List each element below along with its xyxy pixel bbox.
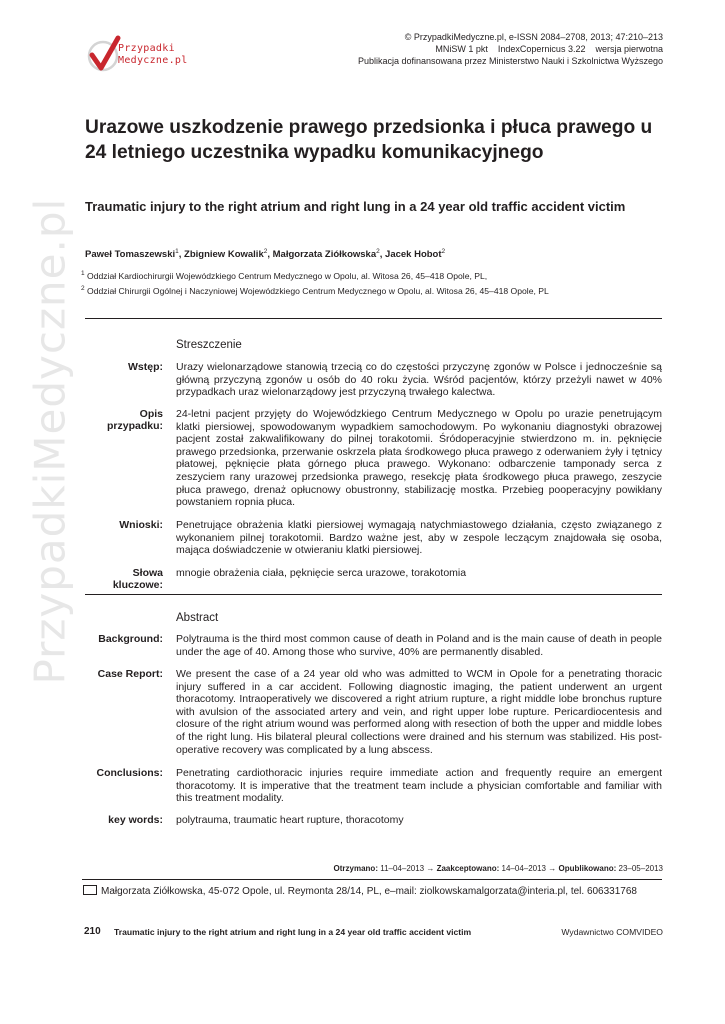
author-name: Jacek Hobot <box>385 249 442 261</box>
journal-logo <box>86 32 206 82</box>
abstract-heading: Abstract <box>176 612 219 624</box>
arrow-icon: → <box>548 864 557 873</box>
author-name: Małgorzata Ziółkowska <box>272 249 377 261</box>
slowa-kluczowe-text: mnogie obrażenia ciała, pęknięcie serca urazowe, torakotomia <box>176 567 467 579</box>
article-subtitle: Traumatic injury to the right atrium and right lung in a 24 year old traffic accident victim <box>85 199 626 214</box>
opis-label: Opis przypadku: <box>106 408 163 432</box>
wnioski-label: Wnioski: <box>119 519 163 531</box>
wstep-text: Urazy wielonarządowe stanowią trzecią co do częstości przyczynę zgonów w Polsce i jednocześnie są główną przyczyną zgonów u osób do 40 roku życia. Wśród pacjentów, którzy przeżyli nawet w 40% przypadkach uraz wielonarządowy jest przyczyną trwałego kalectwa. <box>176 361 662 399</box>
affiliation-1: $^1$ Oddział Kardiochirurgii Wojewódzkiego Centrum Medycznego w Opolu, al. Witosa 26, 45–418 Opole, PL, <box>81 270 488 281</box>
case-report-text: We present the case of a 24 year old who was admitted to WCM in Opole for a penetrating thoracic injury suffered in a car accident. Following diagnostic imaging, the patient underwent an urgent thoracotomy. Intraoperatively we discovered a right atrium rupture, a right middle lobe bronchus rupture with avulsion of the associated artery and vein, and right upper lobe rupture. Pericardiocentesis and closure of the right atrium wound was performed along with resection of both the upper and middle lobes of the right lung. His bilateral pleural collections were drained and his sternum was stabilized. His post-operative recovery was complicated by a lung abscess. <box>176 668 662 756</box>
background-text: Polytrauma is the third most common cause of death in Poland and is the main cause of death in people under the age of 40. Among those who survive, 40% are permanently disabled. <box>176 633 662 658</box>
divider <box>85 318 662 319</box>
divider <box>85 594 662 595</box>
publisher: Wydawnictwo COMVIDEO <box>561 927 663 937</box>
correspondence: Małgorzata Ziółkowska, 45-072 Opole, ul. Reymonta 28/14, PL, e–mail: ziolkowskamalgorzata@interia.pl, tel. 606331768 <box>83 884 637 897</box>
publication-dates: Otrzymano: 11–04–2013 → Zaakceptowano: 14–04–2013 → Opublikowano: 23–05–2013 <box>333 864 663 873</box>
article-title: Urazowe uszkodzenie prawego przedsionka i płuca prawego u 24 letniego uczestnika wypadku komunikacyjnego <box>85 117 653 163</box>
logo-text-line1: Przypadki <box>118 43 175 54</box>
page-number: 210 <box>84 926 101 937</box>
wnioski-text: Penetrujące obrażenia klatki piersiowej wymagają natychmiastowego działania, często związanego z wykonaniem pilnej torakotomii. Bardzo ważne jest, aby w zespole leczącym znajdowała się osoba, mająca doświadczenie w otwieraniu klatki piersiowej. <box>176 519 662 557</box>
author-name: Zbigniew Kowalik <box>184 249 264 261</box>
slowa-kluczowe-label: Słowa kluczowe: <box>112 567 163 591</box>
divider <box>82 879 662 880</box>
key-words-text: polytrauma, traumatic heart rupture, thoracotomy <box>176 814 404 826</box>
author-name: Paweł Tomaszewski <box>85 249 176 261</box>
header-citation: © PrzypadkiMedyczne.pl, e-ISSN 2084–2708, 2013; 47:210–213 <box>404 32 663 42</box>
header-indexing: MNiSW 1 pkt IndexCopernicus 3.22 wersja pierwotna <box>435 44 663 54</box>
background-label: Background: <box>98 633 163 645</box>
affiliation-2: $^2$ Oddział Chirurgii Ogólnej i Naczyniowej Wojewódzkiego Centrum Medycznego w Opolu, al. Witosa 26, 45–418 Opole, PL <box>81 285 549 296</box>
watermark: PrzypadkiMedyczne.pl <box>25 197 75 685</box>
envelope-icon <box>83 885 97 895</box>
running-title: Traumatic injury to the right atrium and right lung in a 24 year old traffic accident victim <box>114 927 472 937</box>
streszczenie-heading: Streszczenie <box>176 339 242 351</box>
header-funding: Publikacja dofinansowana przez Ministerstwo Nauki i Szkolnictwa Wyższego <box>357 56 663 66</box>
arrow-icon: → <box>426 864 435 873</box>
opis-text: 24-letni pacjent przyjęty do Wojewódzkiego Centrum Medycznego w Opolu po urazie penetrującym klatki piersiowej, spowodowanym wypadkiem samochodowym. Po wykonaniu diagnostyki obrazowej pacjent został zakwalifikowany do pilnej torakotomii. Śródoperacyjnie stwierdzono m. in. pęknięcie prawego przedsionka, przerwanie oskrzela płata środkowego płuca prawego z oderwaniem żyły i tętnicy płatowej, pęknięcie płata górnego płuca prawego. Wykonano: odbarczenie tamponady serca z zeszyciem rany urazowej przedsionka prawego, resekcję płata środkowego płuca prawego, zeszycie płuca prawego, drenaż opłucnowy obustronny, stabilizację mostka. Przebieg pooperacyjny powikłany powstaniem ropnia płuca. <box>176 408 662 509</box>
conclusions-label: Conclusions: <box>96 767 163 779</box>
checkmark-icon <box>86 32 122 80</box>
logo-text-line2: Medyczne.pl <box>118 55 188 66</box>
case-report-label: Case Report: <box>97 668 163 680</box>
author-list: Paweł Tomaszewski$^1$, Zbigniew Kowalik$^2$, Małgorzata Ziółkowska$^2$, Jacek Hobot$^2$ <box>85 248 446 261</box>
key-words-label: key words: <box>108 814 163 826</box>
conclusions-text: Penetrating cardiothoracic injuries require immediate action and frequently require an emergent thoracotomy. It is imperative that the treatment team include a physician comfortable and familiar with this treatment modality. <box>176 767 662 805</box>
wstep-label: Wstęp: <box>128 361 163 373</box>
